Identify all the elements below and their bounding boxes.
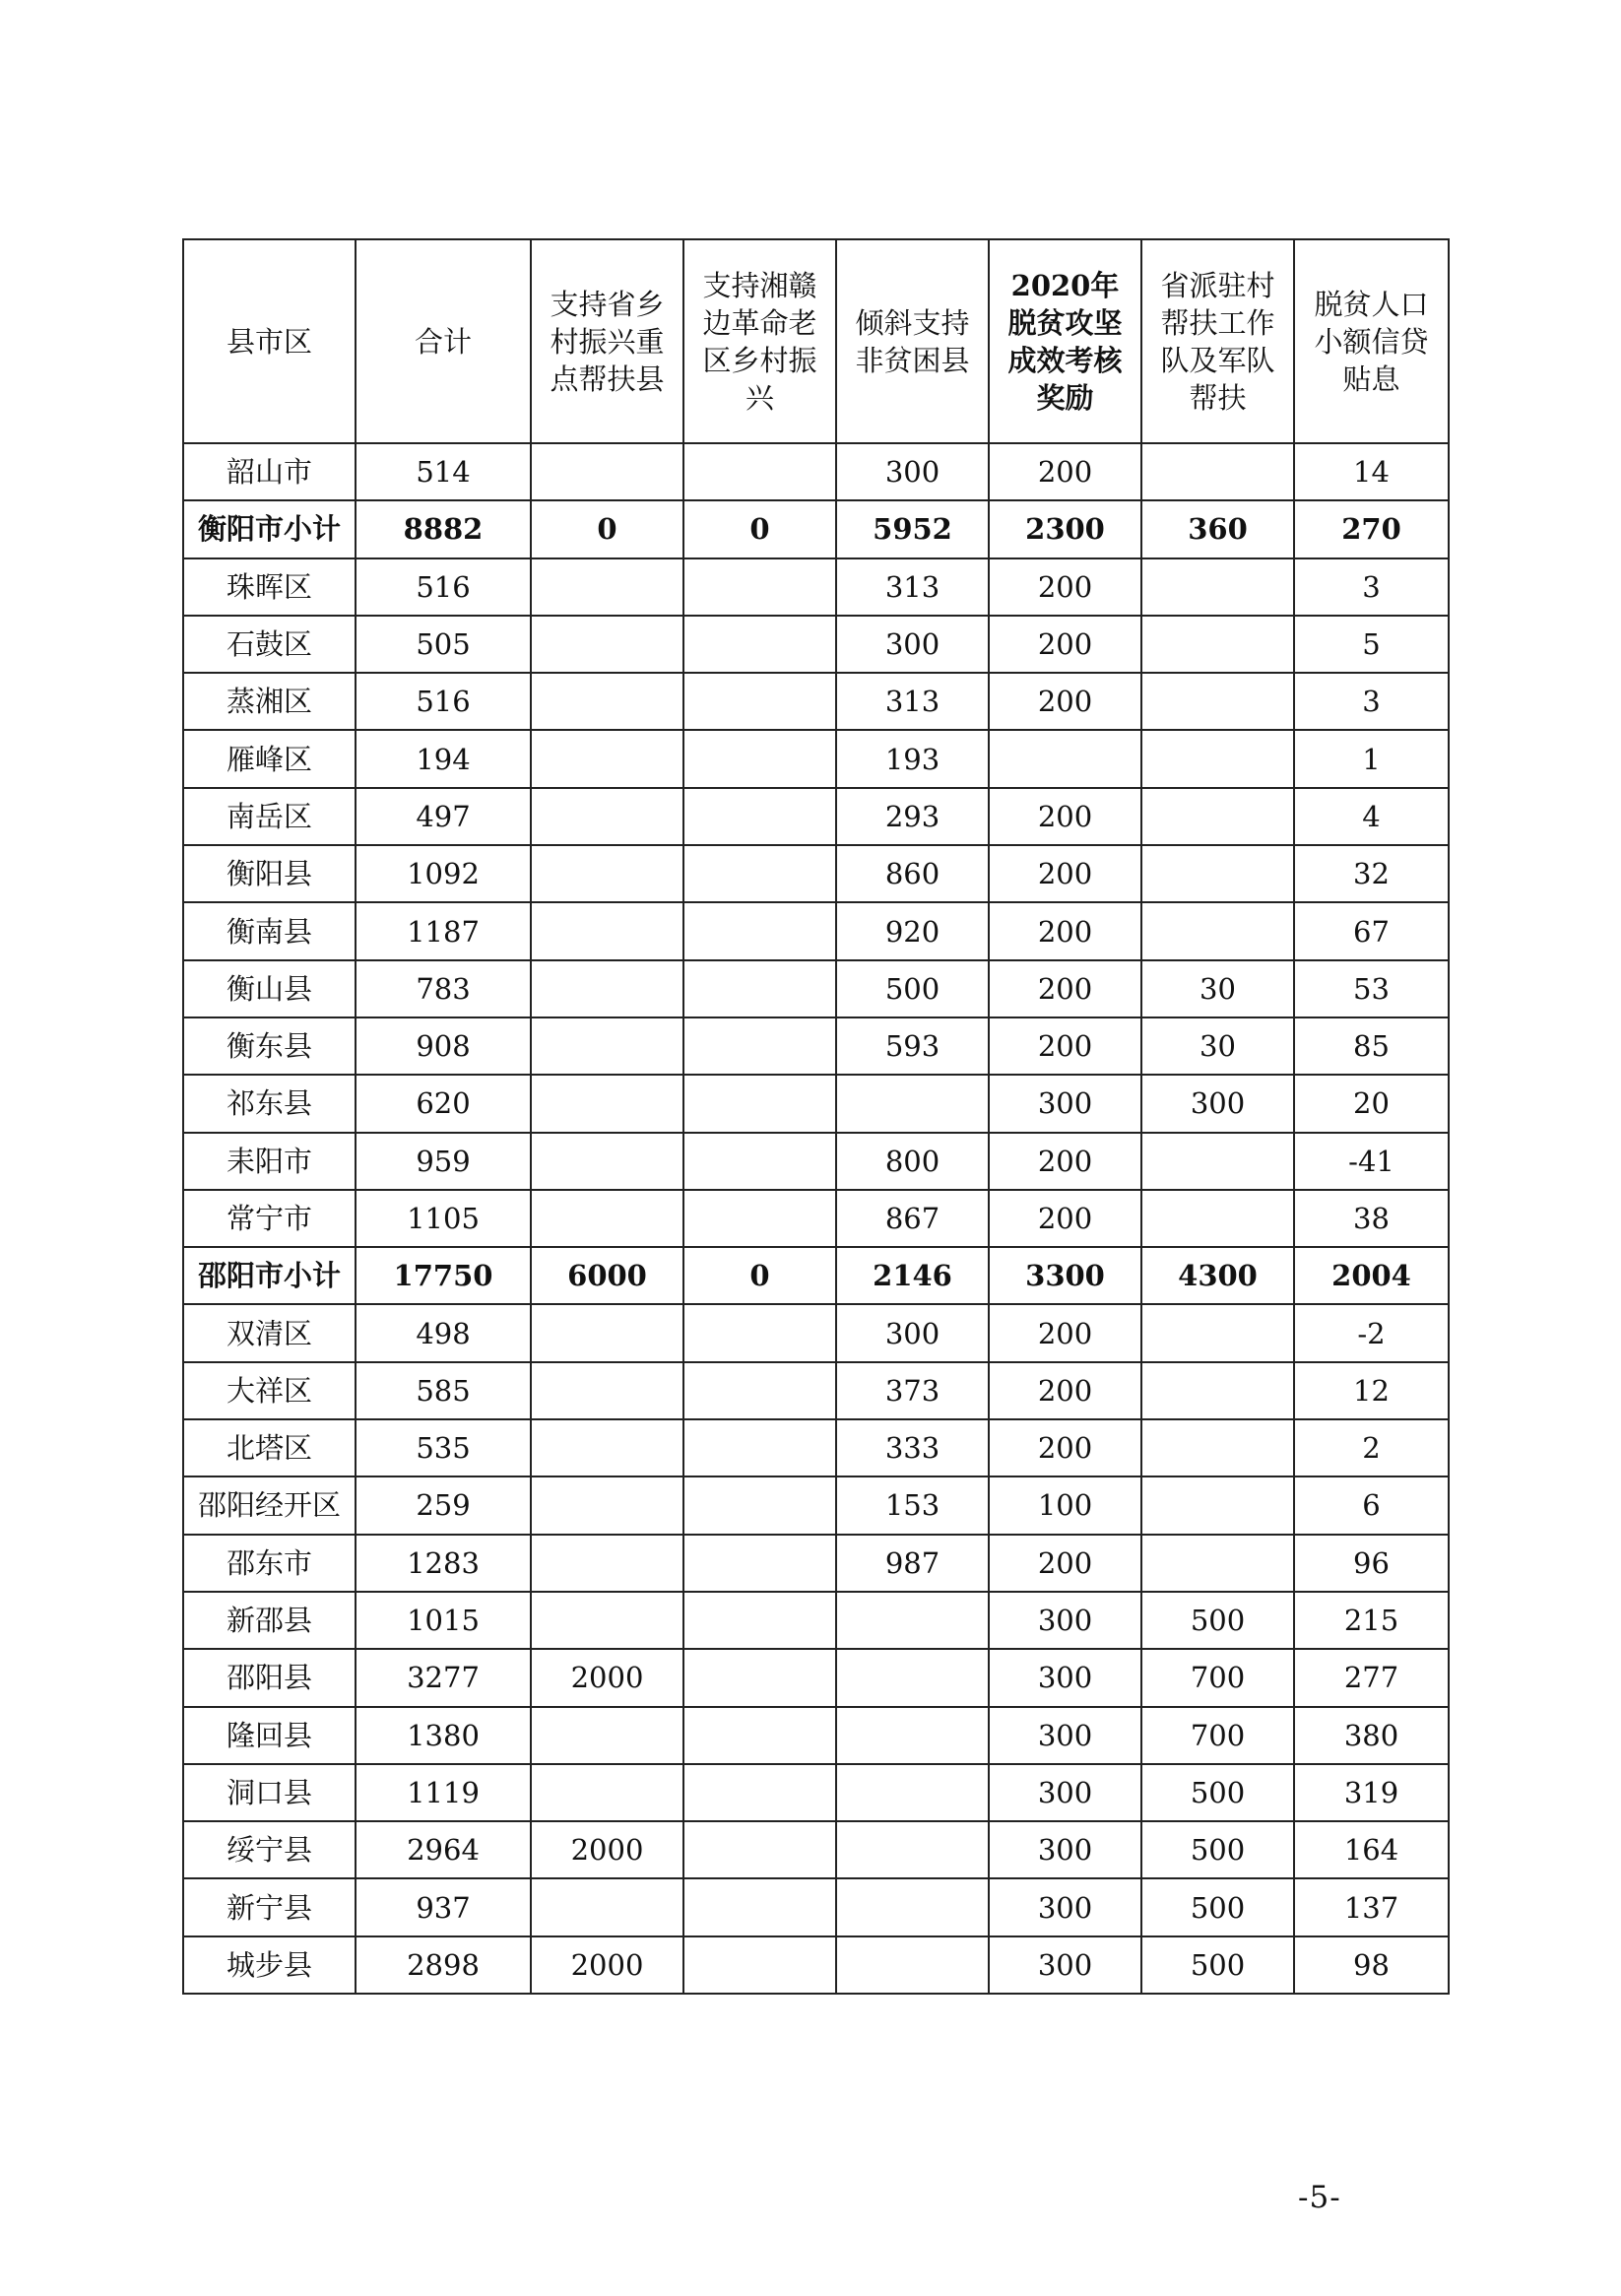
cell-key-support: [531, 673, 683, 730]
cell-non-poor: 593: [836, 1017, 989, 1075]
cell-key-support: [531, 1476, 683, 1534]
cell-old-revolutionary: [683, 673, 836, 730]
table-row: [183, 1592, 1449, 1649]
cell-microcredit: 137: [1294, 1878, 1449, 1935]
cell-total: 505: [356, 616, 531, 673]
cell-total: 2964: [356, 1821, 531, 1878]
header-total: 合计: [356, 239, 531, 443]
page-number: -5-: [1298, 2180, 1341, 2215]
cell-key-support: [531, 443, 683, 500]
cell-county: 新邵县: [183, 1592, 356, 1649]
cell-old-revolutionary: [683, 1936, 836, 1994]
cell-work-team: [1141, 1535, 1294, 1592]
cell-non-poor: 500: [836, 960, 989, 1017]
cell-county: 邵阳经开区: [183, 1476, 356, 1534]
cell-county: 大祥区: [183, 1362, 356, 1419]
header-non-poor-county: 倾斜支持非贫困县: [836, 239, 989, 443]
cell-key-support: [531, 1133, 683, 1190]
cell-work-team: [1141, 673, 1294, 730]
cell-old-revolutionary: [683, 558, 836, 616]
cell-microcredit: 14: [1294, 443, 1449, 500]
cell-old-revolutionary: [683, 1649, 836, 1706]
cell-total: 2898: [356, 1936, 531, 1994]
cell-work-team: 500: [1141, 1764, 1294, 1821]
cell-old-revolutionary: [683, 1075, 836, 1132]
table-row: [183, 616, 1449, 673]
subtotal-row: [183, 1247, 1449, 1304]
cell-county: 隆回县: [183, 1707, 356, 1764]
cell-county: 邵阳市小计: [183, 1247, 356, 1304]
cell-key-support: [531, 1764, 683, 1821]
cell-county: 珠晖区: [183, 558, 356, 616]
cell-total: 535: [356, 1419, 531, 1476]
cell-assessment-reward: 300: [989, 1592, 1141, 1649]
cell-key-support: [531, 1535, 683, 1592]
header-county: 县市区: [183, 239, 356, 443]
cell-total: 937: [356, 1878, 531, 1935]
cell-old-revolutionary: [683, 616, 836, 673]
cell-key-support: [531, 730, 683, 787]
cell-county: 韶山市: [183, 443, 356, 500]
cell-total: 620: [356, 1075, 531, 1132]
table-row: [183, 1707, 1449, 1764]
table-row: [183, 1304, 1449, 1361]
cell-microcredit: 20: [1294, 1075, 1449, 1132]
cell-work-team: [1141, 788, 1294, 845]
cell-key-support: [531, 1075, 683, 1132]
cell-key-support: [531, 845, 683, 902]
cell-key-support: [531, 558, 683, 616]
cell-old-revolutionary: [683, 960, 836, 1017]
table-row: [183, 1764, 1449, 1821]
cell-old-revolutionary: [683, 1878, 836, 1935]
cell-work-team: 500: [1141, 1936, 1294, 1994]
cell-assessment-reward: 300: [989, 1878, 1141, 1935]
cell-work-team: 30: [1141, 960, 1294, 1017]
cell-microcredit: 32: [1294, 845, 1449, 902]
cell-county: 祁东县: [183, 1075, 356, 1132]
cell-key-support: 0: [531, 500, 683, 558]
cell-county: 城步县: [183, 1936, 356, 1994]
cell-key-support: 6000: [531, 1247, 683, 1304]
table-row: [183, 1535, 1449, 1592]
cell-total: 514: [356, 443, 531, 500]
cell-microcredit: -41: [1294, 1133, 1449, 1190]
cell-key-support: [531, 1362, 683, 1419]
cell-key-support: 2000: [531, 1936, 683, 1994]
table-row: [183, 1133, 1449, 1190]
cell-assessment-reward: 200: [989, 1419, 1141, 1476]
cell-microcredit: 53: [1294, 960, 1449, 1017]
cell-non-poor: [836, 1764, 989, 1821]
cell-assessment-reward: 300: [989, 1821, 1141, 1878]
cell-old-revolutionary: [683, 902, 836, 959]
cell-total: 516: [356, 673, 531, 730]
cell-non-poor: [836, 1878, 989, 1935]
cell-old-revolutionary: [683, 1764, 836, 1821]
cell-key-support: [531, 902, 683, 959]
cell-total: 585: [356, 1362, 531, 1419]
cell-old-revolutionary: [683, 1419, 836, 1476]
cell-key-support: [531, 1017, 683, 1075]
cell-key-support: 2000: [531, 1821, 683, 1878]
cell-work-team: [1141, 1419, 1294, 1476]
cell-non-poor: 2146: [836, 1247, 989, 1304]
cell-microcredit: 4: [1294, 788, 1449, 845]
cell-work-team: [1141, 616, 1294, 673]
cell-microcredit: 67: [1294, 902, 1449, 959]
cell-total: 194: [356, 730, 531, 787]
cell-total: 1187: [356, 902, 531, 959]
cell-work-team: 700: [1141, 1707, 1294, 1764]
table-row: [183, 1017, 1449, 1075]
cell-old-revolutionary: [683, 1362, 836, 1419]
cell-total: 1119: [356, 1764, 531, 1821]
cell-non-poor: 987: [836, 1535, 989, 1592]
table-row: [183, 1649, 1449, 1706]
cell-total: 908: [356, 1017, 531, 1075]
cell-old-revolutionary: [683, 1535, 836, 1592]
cell-assessment-reward: [989, 730, 1141, 787]
cell-non-poor: [836, 1707, 989, 1764]
cell-work-team: 500: [1141, 1592, 1294, 1649]
cell-total: 259: [356, 1476, 531, 1534]
cell-microcredit: 1: [1294, 730, 1449, 787]
cell-key-support: [531, 788, 683, 845]
cell-non-poor: [836, 1821, 989, 1878]
cell-assessment-reward: 2300: [989, 500, 1141, 558]
cell-assessment-reward: 200: [989, 1190, 1141, 1247]
cell-non-poor: 313: [836, 558, 989, 616]
cell-assessment-reward: 200: [989, 960, 1141, 1017]
cell-non-poor: 333: [836, 1419, 989, 1476]
cell-microcredit: 2: [1294, 1419, 1449, 1476]
cell-work-team: 300: [1141, 1075, 1294, 1132]
cell-total: 1380: [356, 1707, 531, 1764]
table-row: [183, 1878, 1449, 1935]
cell-key-support: [531, 1419, 683, 1476]
cell-assessment-reward: 200: [989, 616, 1141, 673]
cell-work-team: [1141, 1476, 1294, 1534]
cell-county: 邵阳县: [183, 1649, 356, 1706]
cell-key-support: [531, 1592, 683, 1649]
table-row: [183, 1821, 1449, 1878]
cell-total: 3277: [356, 1649, 531, 1706]
table-row: [183, 1362, 1449, 1419]
cell-non-poor: [836, 1075, 989, 1132]
cell-microcredit: 319: [1294, 1764, 1449, 1821]
cell-old-revolutionary: [683, 1017, 836, 1075]
cell-microcredit: 12: [1294, 1362, 1449, 1419]
cell-microcredit: 6: [1294, 1476, 1449, 1534]
cell-total: 498: [356, 1304, 531, 1361]
cell-work-team: [1141, 730, 1294, 787]
cell-microcredit: 380: [1294, 1707, 1449, 1764]
cell-work-team: 4300: [1141, 1247, 1294, 1304]
cell-non-poor: [836, 1592, 989, 1649]
cell-microcredit: -2: [1294, 1304, 1449, 1361]
header-old-revolutionary-area: 支持湘赣边革命老区乡村振兴: [683, 239, 836, 443]
cell-microcredit: 96: [1294, 1535, 1449, 1592]
cell-assessment-reward: 200: [989, 1133, 1141, 1190]
cell-work-team: 500: [1141, 1878, 1294, 1935]
cell-work-team: [1141, 1190, 1294, 1247]
cell-non-poor: 800: [836, 1133, 989, 1190]
subtotal-row: [183, 500, 1449, 558]
cell-total: 497: [356, 788, 531, 845]
cell-total: 516: [356, 558, 531, 616]
cell-microcredit: 164: [1294, 1821, 1449, 1878]
cell-assessment-reward: 100: [989, 1476, 1141, 1534]
cell-total: 783: [356, 960, 531, 1017]
cell-work-team: 500: [1141, 1821, 1294, 1878]
cell-county: 绥宁县: [183, 1821, 356, 1878]
cell-assessment-reward: 200: [989, 902, 1141, 959]
header-key-support-county: 支持省乡村振兴重点帮扶县: [531, 239, 683, 443]
cell-old-revolutionary: [683, 1190, 836, 1247]
funding-allocation-table: [182, 238, 1450, 1995]
cell-non-poor: 867: [836, 1190, 989, 1247]
cell-total: 959: [356, 1133, 531, 1190]
cell-county: 衡南县: [183, 902, 356, 959]
table-row: [183, 845, 1449, 902]
cell-assessment-reward: 300: [989, 1764, 1141, 1821]
cell-old-revolutionary: [683, 730, 836, 787]
cell-microcredit: 277: [1294, 1649, 1449, 1706]
cell-county: 洞口县: [183, 1764, 356, 1821]
cell-county: 衡阳市小计: [183, 500, 356, 558]
table-row: [183, 1075, 1449, 1132]
cell-non-poor: 300: [836, 443, 989, 500]
cell-county: 石鼓区: [183, 616, 356, 673]
cell-assessment-reward: 200: [989, 1535, 1141, 1592]
cell-total: 1105: [356, 1190, 531, 1247]
table-row: [183, 730, 1449, 787]
cell-assessment-reward: 200: [989, 558, 1141, 616]
table-row: [183, 673, 1449, 730]
cell-total: 1092: [356, 845, 531, 902]
header-microcredit-interest: 脱贫人口小额信贷贴息: [1294, 239, 1449, 443]
cell-old-revolutionary: [683, 443, 836, 500]
cell-assessment-reward: 300: [989, 1649, 1141, 1706]
header-village-work-team: 省派驻村帮扶工作队及军队帮扶: [1141, 239, 1294, 443]
cell-assessment-reward: 200: [989, 788, 1141, 845]
cell-microcredit: 98: [1294, 1936, 1449, 1994]
cell-assessment-reward: 300: [989, 1075, 1141, 1132]
cell-microcredit: 270: [1294, 500, 1449, 558]
cell-old-revolutionary: [683, 1476, 836, 1534]
table-row: [183, 1936, 1449, 1994]
cell-total: 1015: [356, 1592, 531, 1649]
cell-county: 蒸湘区: [183, 673, 356, 730]
table-row: [183, 1476, 1449, 1534]
cell-non-poor: 300: [836, 1304, 989, 1361]
cell-old-revolutionary: [683, 845, 836, 902]
cell-work-team: [1141, 845, 1294, 902]
cell-county: 南岳区: [183, 788, 356, 845]
table-row: [183, 1190, 1449, 1247]
cell-work-team: [1141, 1304, 1294, 1361]
cell-work-team: [1141, 558, 1294, 616]
table-row: [183, 443, 1449, 500]
cell-work-team: 360: [1141, 500, 1294, 558]
table-row: [183, 902, 1449, 959]
cell-microcredit: 3: [1294, 673, 1449, 730]
cell-assessment-reward: 200: [989, 673, 1141, 730]
cell-non-poor: [836, 1936, 989, 1994]
cell-total: 17750: [356, 1247, 531, 1304]
cell-county: 北塔区: [183, 1419, 356, 1476]
cell-county: 邵东市: [183, 1535, 356, 1592]
cell-key-support: [531, 1304, 683, 1361]
cell-non-poor: 153: [836, 1476, 989, 1534]
cell-county: 雁峰区: [183, 730, 356, 787]
cell-assessment-reward: 200: [989, 1017, 1141, 1075]
cell-microcredit: 215: [1294, 1592, 1449, 1649]
cell-microcredit: 3: [1294, 558, 1449, 616]
cell-assessment-reward: 3300: [989, 1247, 1141, 1304]
cell-non-poor: 300: [836, 616, 989, 673]
table-header-row: [183, 239, 1449, 443]
cell-old-revolutionary: [683, 1592, 836, 1649]
cell-work-team: 30: [1141, 1017, 1294, 1075]
cell-county: 衡山县: [183, 960, 356, 1017]
cell-county: 耒阳市: [183, 1133, 356, 1190]
cell-microcredit: 38: [1294, 1190, 1449, 1247]
cell-work-team: 700: [1141, 1649, 1294, 1706]
cell-old-revolutionary: [683, 1821, 836, 1878]
cell-key-support: [531, 1707, 683, 1764]
table-row: [183, 788, 1449, 845]
cell-old-revolutionary: [683, 1133, 836, 1190]
cell-key-support: [531, 1190, 683, 1247]
cell-non-poor: 920: [836, 902, 989, 959]
table-row: [183, 558, 1449, 616]
cell-assessment-reward: 200: [989, 1304, 1141, 1361]
table-row: [183, 1419, 1449, 1476]
cell-old-revolutionary: [683, 1707, 836, 1764]
cell-non-poor: 373: [836, 1362, 989, 1419]
cell-total: 8882: [356, 500, 531, 558]
cell-assessment-reward: 300: [989, 1707, 1141, 1764]
cell-key-support: [531, 960, 683, 1017]
cell-county: 新宁县: [183, 1878, 356, 1935]
cell-assessment-reward: 200: [989, 443, 1141, 500]
cell-microcredit: 85: [1294, 1017, 1449, 1075]
cell-microcredit: 5: [1294, 616, 1449, 673]
cell-assessment-reward: 300: [989, 1936, 1141, 1994]
cell-county: 衡阳县: [183, 845, 356, 902]
cell-non-poor: 5952: [836, 500, 989, 558]
cell-county: 衡东县: [183, 1017, 356, 1075]
cell-assessment-reward: 200: [989, 845, 1141, 902]
cell-non-poor: [836, 1649, 989, 1706]
cell-work-team: [1141, 902, 1294, 959]
cell-county: 常宁市: [183, 1190, 356, 1247]
cell-old-revolutionary: 0: [683, 1247, 836, 1304]
cell-microcredit: 2004: [1294, 1247, 1449, 1304]
cell-assessment-reward: 200: [989, 1362, 1141, 1419]
cell-old-revolutionary: [683, 1304, 836, 1361]
cell-work-team: [1141, 1133, 1294, 1190]
cell-work-team: [1141, 443, 1294, 500]
cell-work-team: [1141, 1362, 1294, 1419]
cell-key-support: [531, 616, 683, 673]
table-body: [183, 443, 1449, 1994]
cell-key-support: [531, 1878, 683, 1935]
cell-non-poor: 193: [836, 730, 989, 787]
cell-non-poor: 313: [836, 673, 989, 730]
cell-non-poor: 860: [836, 845, 989, 902]
cell-non-poor: 293: [836, 788, 989, 845]
cell-county: 双清区: [183, 1304, 356, 1361]
cell-old-revolutionary: [683, 788, 836, 845]
header-2020-assessment-reward: 2020年脱贫攻坚成效考核奖励: [989, 239, 1141, 443]
cell-total: 1283: [356, 1535, 531, 1592]
cell-key-support: 2000: [531, 1649, 683, 1706]
cell-old-revolutionary: 0: [683, 500, 836, 558]
table-row: [183, 960, 1449, 1017]
